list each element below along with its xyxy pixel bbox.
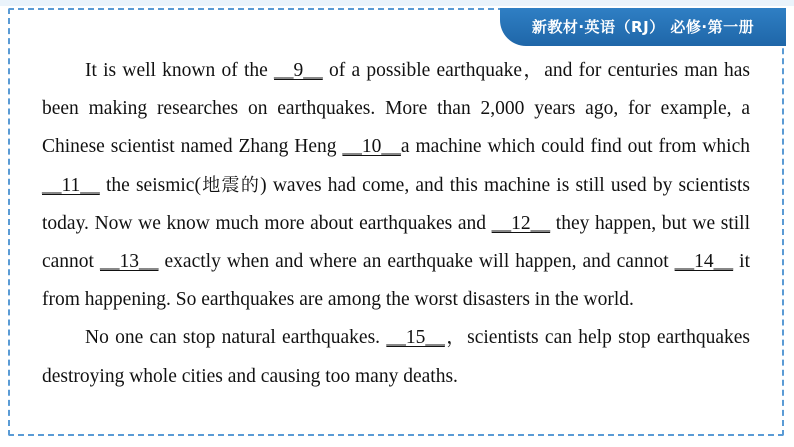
text-segment: they happen, but we still cannot [42, 212, 750, 273]
blank-14[interactable]: __14__ [674, 251, 734, 273]
text-segment: ，scientists can help stop earthquakes destroying whole cities and causing too many deaths. [42, 327, 750, 387]
blank-9[interactable]: __9__ [274, 60, 323, 81]
text-segment: exactly when and where an earthquake will happen, and cannot [158, 251, 675, 273]
blank-13[interactable]: __13__ [100, 251, 159, 273]
text-segment: It is well known of the [85, 60, 275, 81]
blank-11[interactable]: __11__ [42, 174, 100, 196]
textbook-badge: 新教材·英语（RJ） 必修·第一册 [500, 8, 786, 46]
text-segment: the seismic( [99, 174, 201, 196]
paragraph-2 [42, 319, 750, 395]
blank-10[interactable]: __10__ [342, 136, 401, 158]
text-segment: No one can stop natural earthquakes. [85, 327, 387, 349]
text-segment: it from happening. So earthquakes are among the worst disasters in the world. [42, 251, 750, 311]
chinese-gloss: 地震的 [200, 174, 261, 196]
text-segment: ) waves had come, and this machine is still used by scientists today. Now we know much more about earthquakes and [42, 174, 751, 234]
blank-12[interactable]: __12__ [491, 212, 551, 234]
blank-15[interactable]: __15__ [386, 327, 445, 349]
top-band [0, 0, 794, 6]
paragraph-1 [42, 52, 750, 319]
text-segment: a machine which could find out from which [400, 136, 751, 158]
passage [42, 52, 750, 396]
text-segment: of a possible earthquake，and for centuries man has been making researches on earthquakes. More than 2,000 years ago, for example, a Chinese scientist named Zhang Heng [42, 60, 750, 158]
